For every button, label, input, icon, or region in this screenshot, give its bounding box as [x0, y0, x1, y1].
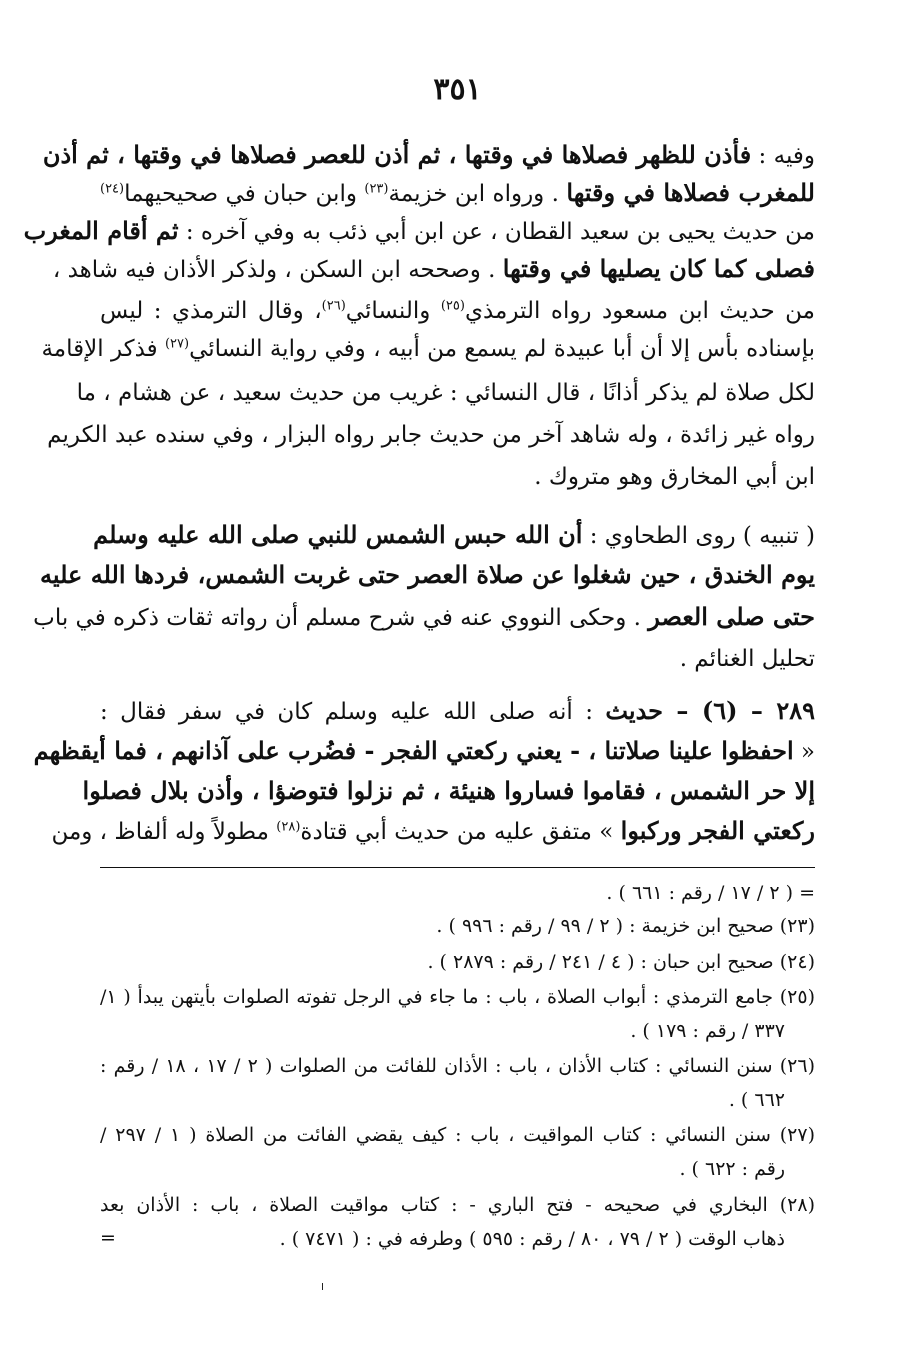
text: . وصححه ابن السكن ، ولذكر الأذان فيه شاهد ، [52, 257, 503, 283]
quoted-hadith: إلا حر الشمس ، فقاموا فساروا هنيئة ، ثم نزلوا فتوضؤا ، وأذن بلال فصلوا [82, 776, 815, 805]
quoted-hadith: أن الله حبس الشمس للنبي صلى الله عليه وسلم [93, 520, 583, 549]
body-line-2 [100, 178, 815, 212]
footnote-ref: (٢٧) [164, 336, 190, 352]
quoted-hadith: للمغرب فصلاها في وقتها [566, 178, 815, 207]
body-line-11 [39, 560, 815, 594]
quoted-hadith: حتى صلى العصر [648, 602, 815, 631]
body-line-17 [51, 816, 815, 850]
quoted-hadith: فأذن للظهر فصلاها في وقتها ، ثم أذن للعصر فصلاها في وقتها ، ثم أذن [42, 140, 752, 169]
body-line-6 [41, 334, 815, 368]
text: من حديث ابن مسعود رواه الترمذي [464, 298, 815, 324]
footnote-25: (٢٥) جامع الترمذي : أبواب الصلاة ، باب : ما جاء في الرجل تفوته الصلوات بأيتهن يبدأ ( ١/ [100, 986, 815, 1008]
footnote-continuation: = ( ٢ / ١٧ / رقم : ٦٦١ ) . [606, 882, 815, 904]
footnote-ref: (٢٥) [440, 298, 465, 314]
footnote-27-cont: رقم : ٦٢٢ ) . [679, 1158, 785, 1180]
text: . ورواه ابن خزيمة [388, 181, 567, 207]
text: وابن حبان في صحيحيهما [124, 181, 365, 207]
footnote-26: (٢٦) سنن النسائي : كتاب الأذان ، باب : الأذان للفائت من الصلوات ( ٢ / ١٧ ، ١٨ / رقم : [100, 1055, 816, 1077]
body-line-1 [42, 140, 815, 174]
quoted-hadith: احفظوا علينا صلاتنا ، - يعني ركعتي الفجر - فضُرب على آذانهم ، فما أيقظهم [33, 736, 794, 765]
body-line-7: لكل صلاة لم يذكر أذانًا ، قال النسائي : غريب من حديث سعيد ، عن هشام ، ما [76, 380, 815, 406]
text: : أنه صلى الله عليه وسلم كان في سفر فقال : [100, 699, 606, 725]
footnote-separator [100, 867, 815, 868]
text: » متفق عليه من حديث أبي قتادة [300, 819, 621, 845]
body-line-9: ابن أبي المخارق وهو متروك . [534, 464, 815, 490]
page-number: ٣٥١ [433, 72, 482, 107]
text: بإسناده بأس إلا أن أبا عبيدة لم يسمع من أبيه ، وفي رواية النسائي [189, 336, 815, 362]
text: ( تنبيه ) روى الطحاوي : [582, 523, 815, 549]
body-line-16 [82, 776, 815, 810]
footnote-25-cont: ٣٣٧ / رقم : ١٧٩ ) . [630, 1020, 785, 1042]
text: « [793, 739, 815, 765]
footnote-24: (٢٤) صحيح ابن حبان : ( ٤ / ٢٤١ / رقم : ٢٨٧٩ ) . [427, 951, 815, 973]
body-line-8: رواه غير زائدة ، وله شاهد آخر من حديث جابر رواه البزار ، وفي سنده عبد الكريم [47, 422, 815, 448]
text: والنسائي [345, 298, 441, 324]
footnote-ref: (٢٦) [321, 298, 346, 314]
quoted-hadith: فصلى كما كان يصليها في وقتها [502, 254, 815, 283]
quoted-hadith: ثم أقام المغرب [23, 216, 179, 245]
text: ، وقال الترمذي : ليس [100, 298, 322, 324]
body-line-4 [52, 254, 815, 288]
footnote-28-cont: ذهاب الوقت ( ٢ / ٧٩ ، ٨٠ / رقم : ٥٩٥ ) وطرفه في : ( ٧٤٧١ ) . [279, 1228, 785, 1250]
quoted-hadith: ركعتي الفجر وركبوا [620, 816, 815, 845]
footnote-ref: (٢٣) [364, 181, 389, 197]
quoted-hadith: يوم الخندق ، حين شغلوا عن صلاة العصر حتى غربت الشمس، فردها الله عليه [39, 560, 815, 589]
footnote-27: (٢٧) سنن النسائي : كتاب المواقيت ، باب : كيف يقضي الفائت من الصلاة ( ١ / ٢٩٧ / [100, 1124, 815, 1146]
footnote-ref: (٢٨) [276, 819, 301, 835]
text: وفيه : [751, 143, 815, 169]
hadith-number: ٢٨٩ – (٦) – حديث [605, 696, 815, 725]
text: فذكر الإقامة [41, 336, 165, 362]
text: مطولاً وله ألفاظ ، ومن [51, 819, 277, 845]
text: . وحكى النووي عنه في شرح مسلم أن رواته ثقات ذكره في باب [33, 605, 649, 631]
footnote-26-cont: ٦٦٢ ) . [728, 1089, 785, 1111]
footnote-23: (٢٣) صحيح ابن خزيمة : ( ٢ / ٩٩ / رقم : ٩٩٦ ) . [436, 915, 815, 937]
body-line-13: تحليل الغنائم . [679, 646, 815, 672]
body-line-12 [33, 602, 815, 636]
body-line-5 [100, 296, 815, 330]
body-line-3 [23, 216, 815, 250]
body-line-10 [93, 520, 815, 554]
footnote-ref: (٢٤) [100, 181, 125, 197]
continuation-mark: = [100, 1227, 116, 1249]
page-mark [322, 1283, 323, 1290]
text: من حديث يحيى بن سعيد القطان ، عن ابن أبي ذئب به وفي آخره : [178, 219, 815, 245]
footnote-28: (٢٨) البخاري في صحيحه - فتح الباري - : كتاب مواقيت الصلاة ، باب : الأذان بعد [100, 1194, 815, 1216]
body-line-15 [33, 736, 815, 770]
body-line-14 [100, 696, 815, 730]
